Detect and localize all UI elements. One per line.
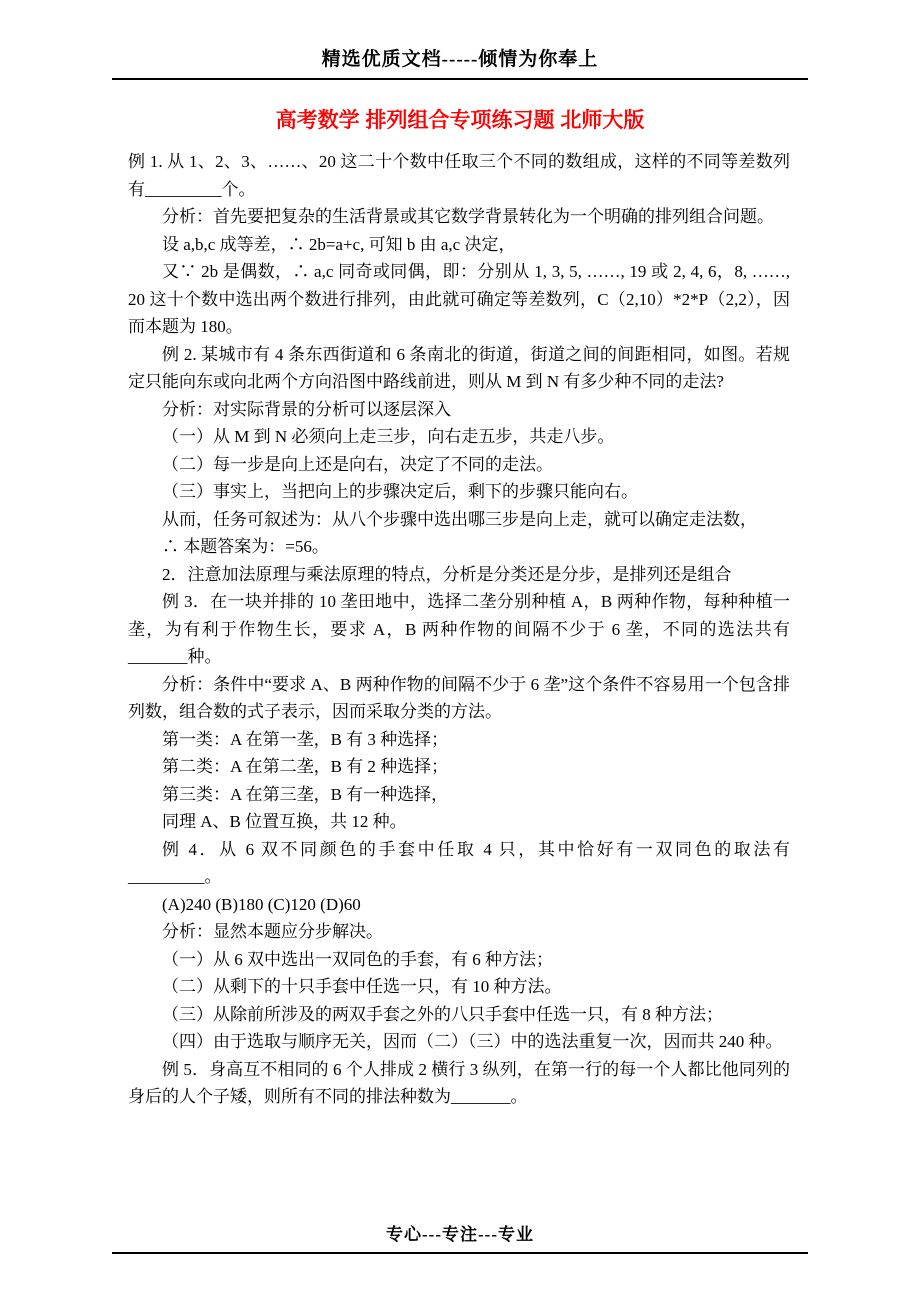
paragraph-conclusion-q2: 从而，任务可叙述为：从八个步骤中选出哪三步是向上走，就可以确定走法数， [162,509,757,529]
paragraph-step-3-q2: （三）事实上，当把向上的步骤决定后，剩下的步骤只能向右。 [162,482,638,501]
paragraph-problem-3: 例 3．在一块并排的 10 垄田地中，选择二垄分别种植 A，B 两种作物，每种种植一垄，为有利于作物生长，要求 A，B 两种作物的间隔不少于 6 垄，不同的选法共有_______种。 [128,592,790,666]
paragraph-step-1-q2: （一）从 M 到 N 必须向上走三步，向右走五步，共走八步。 [162,427,615,446]
paragraph-step-2-q4: （二）从剩下的十只手套中任选一只，有 10 种方法。 [162,977,562,996]
paragraph-parity-argument: 又∵ 2b 是偶数，∴ a,c 同奇或同偶，即：分别从 1, 3, 5, ……, 19 或 2, 4, 6，8, ……, 20 这十个数中选出两个数进行排列，由此就可确定等差数列，C（2,10）*2*P（2,2），因而本题为 180。 [128,262,790,336]
paragraph-analysis-4: 分析：显然本题应分步解决。 [162,922,383,941]
page-footer [112,1220,808,1254]
header-text: 精选优质文档-----倾情为你奉上 [321,49,599,70]
paragraph-answer-q2: ∴ 本题答案为：=56。 [162,537,329,556]
paragraph-step-3-q4: （三）从除前所涉及的两双手套之外的八只手套中任选一只，有 8 种方法； [162,1004,723,1024]
paragraph-case-3: 第三类：A 在第三垄，B 有一种选择， [162,784,449,804]
document-body [128,148,790,1111]
paragraph-problem-4: 例 4．从 6 双不同颜色的手套中任取 4 只，其中恰好有一双同色的取法有_________。 [128,839,790,886]
paragraph-analysis-2: 分析：对实际背景的分析可以逐层深入 [162,399,451,419]
document-title: 高考数学 排列组合专项练习题 北师大版 [275,109,645,132]
paragraph-case-symmetry: 同理 A、B 位置互换，共 12 种。 [162,812,407,831]
paragraph-step-1-q4: （一）从 6 双中选出一双同色的手套，有 6 种方法； [162,949,553,969]
paragraph-step-4-q4: （四）由于选取与顺序无关，因而（二）（三）中的选法重复一次，因而共 240 种。 [162,1032,783,1051]
page-header [112,44,808,80]
paragraph-analysis-3: 分析：条件中“要求 A、B 两种作物的间隔不少于 6 垄”这个条件不容易用一个包含排列数，组合数的式子表示，因而采取分类的方法。 [128,674,790,721]
paragraph-step-2-q2: （二）每一步是向上还是向右，决定了不同的走法。 [162,454,553,474]
paragraph-principle-note: 2．注意加法原理与乘法原理的特点，分析是分类还是分步，是排列还是组合 [162,564,732,584]
footer-text: 专心---专注---专业 [386,1225,534,1244]
paragraph-case-2: 第二类：A 在第二垄，B 有 2 种选择； [162,757,449,776]
paragraph-problem-2: 例 2. 某城市有 4 条东西街道和 6 条南北的街道，街道之间的间距相同，如图。若规定只能向东或向北两个方向沿图中路线前进，则从 M 到 N 有多少种不同的走法? [128,344,790,391]
paragraph-problem-5: 例 5．身高互不相同的 6 个人排成 2 横行 3 纵列，在第一行的每一个人都比他同列的身后的人个子矮，则所有不同的排法种数为_______。 [128,1059,790,1106]
paragraph-problem-1: 例 1. 从 1、2、3、……、20 这二十个数中任取三个不同的数组成，这样的不同等差数列有_________个。 [128,152,790,199]
paragraph-case-1: 第一类：A 在第一垄，B 有 3 种选择； [162,729,449,749]
paragraph-options-q4: (A)240 (B)180 (C)120 (D)60 [162,894,361,914]
paragraph-analysis-1: 分析：首先要把复杂的生活背景或其它数学背景转化为一个明确的排列组合问题。 [162,207,774,226]
paragraph-setup-abc: 设 a,b,c 成等差，∴ 2b=a+c, 可知 b 由 a,c 决定， [162,234,516,254]
